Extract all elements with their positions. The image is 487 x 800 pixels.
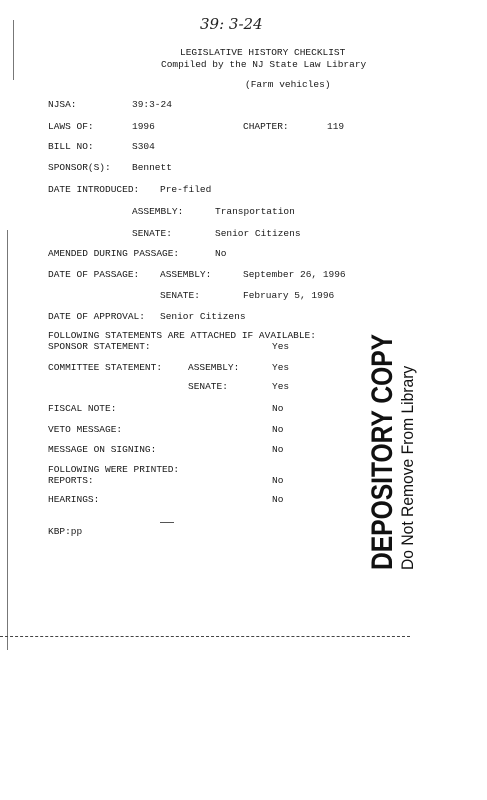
amended-label: AMENDED DURING PASSAGE: — [48, 248, 180, 259]
njsa-label: NJSA: — [48, 99, 77, 110]
chapter-label: CHAPTER: — [243, 121, 289, 132]
hearings-label: HEARINGS: — [48, 494, 100, 505]
approval-label: DATE OF APPROVAL: — [48, 311, 145, 322]
chapter-value: 119 — [327, 121, 345, 132]
scan-edge-line — [7, 230, 8, 650]
reports-label: REPORTS: — [48, 475, 94, 486]
committee-statement-senate-label: SENATE: — [188, 381, 228, 392]
passage-senate-label: SENATE: — [160, 290, 200, 301]
njsa-value: 39:3-24 — [132, 99, 172, 110]
committee-statement-senate-value: Yes — [272, 381, 290, 392]
sponsor-statement-value: Yes — [272, 341, 290, 352]
fiscal-note-value: No — [272, 403, 284, 414]
reports-value: No — [272, 475, 284, 486]
depository-stamp — [366, 333, 418, 570]
document-subtitle: Compiled by the NJ State Law Library — [161, 59, 367, 70]
committee-assembly-label: ASSEMBLY: — [132, 206, 184, 217]
sponsor-statement-label: SPONSOR STATEMENT: — [48, 341, 151, 352]
passage-assembly-value: September 26, 1996 — [243, 269, 346, 280]
scan-edge-line-2 — [13, 20, 14, 80]
committee-statement-assembly-label: ASSEMBLY: — [188, 362, 240, 373]
stamp-line-1: DEPOSITORY COPY — [366, 333, 399, 570]
handwritten-number: 39: 3-24 — [200, 15, 263, 33]
fiscal-note-label: FISCAL NOTE: — [48, 403, 117, 414]
document-title: LEGISLATIVE HISTORY CHECKLIST — [180, 47, 346, 58]
laws-of-value: 1996 — [132, 121, 155, 132]
laws-of-label: LAWS OF: — [48, 121, 94, 132]
committee-statement-assembly-value: Yes — [272, 362, 290, 373]
approval-value: Senior Citizens — [160, 311, 246, 322]
topic: (Farm vehicles) — [245, 79, 331, 90]
committee-senate-label: SENATE: — [132, 228, 172, 239]
signing-message-label: MESSAGE ON SIGNING: — [48, 444, 157, 455]
committee-statement-label: COMMITTEE STATEMENT: — [48, 362, 163, 373]
initials: KBP:pp — [48, 526, 83, 537]
stray-mark — [160, 522, 174, 523]
passage-assembly-label: ASSEMBLY: — [160, 269, 212, 280]
veto-message-value: No — [272, 424, 284, 435]
page-divider — [0, 636, 410, 637]
committee-senate-value: Senior Citizens — [215, 228, 301, 239]
date-introduced-value: Pre-filed — [160, 184, 212, 195]
statements-heading: FOLLOWING STATEMENTS ARE ATTACHED IF AVAILABLE: — [48, 330, 316, 341]
passage-senate-value: February 5, 1996 — [243, 290, 335, 301]
stamp-line-2: Do Not Remove From Library — [398, 365, 417, 570]
bill-no-label: BILL NO: — [48, 141, 94, 152]
signing-message-value: No — [272, 444, 284, 455]
sponsors-label: SPONSOR(S): — [48, 162, 111, 173]
hearings-value: No — [272, 494, 284, 505]
sponsors-value: Bennett — [132, 162, 172, 173]
amended-value: No — [215, 248, 227, 259]
printed-heading: FOLLOWING WERE PRINTED: — [48, 464, 180, 475]
bill-no-value: S304 — [132, 141, 155, 152]
passage-label: DATE OF PASSAGE: — [48, 269, 140, 280]
date-introduced-label: DATE INTRODUCED: — [48, 184, 140, 195]
veto-message-label: VETO MESSAGE: — [48, 424, 123, 435]
committee-assembly-value: Transportation — [215, 206, 295, 217]
